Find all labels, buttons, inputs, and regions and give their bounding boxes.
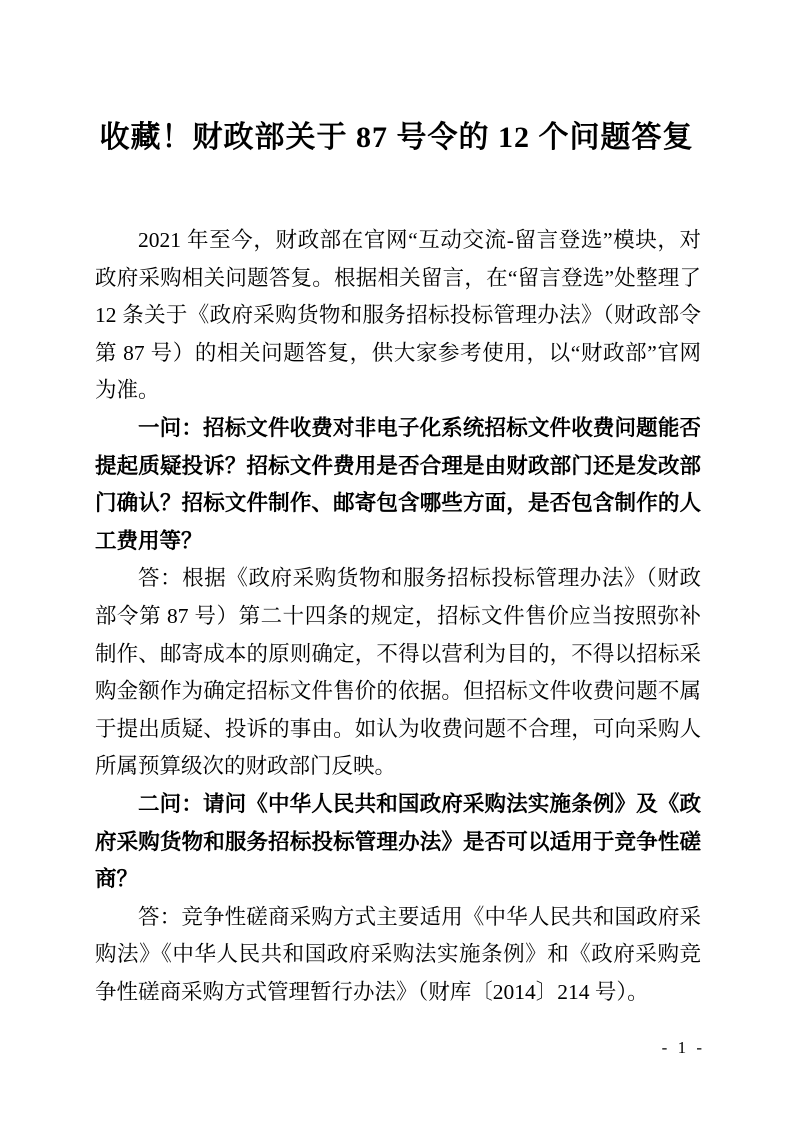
paragraph-intro: 2021 年至今，财政部在官网“互动交流-留言登选”模块，对政府采购相关问题答复。根据相关留言，在“留言登选”处整理了 12 条关于《政府采购货物和服务招标投标管理办法》（财政部令第 87 号）的相关问题答复，供大家参考使用，以“财政部”官网为准。 — [95, 228, 701, 403]
paragraph-question-2: 二问：请问《中华人民共和国政府采购法实施条例》及《政府采购货物和服务招标投标管理办法》是否可以适用于竞争性磋商？ — [95, 791, 701, 892]
paragraph-answer-2: 答：竞争性磋商采购方式主要适用《中华人民共和国政府采购法》《中华人民共和国政府采购法实施条例》和《政府采购竞争性磋商采购方式管理暂行办法》（财库〔2014〕214 号）。 — [95, 904, 701, 1004]
document-title: 收藏！财政部关于 87 号令的 12 个问题答复 — [99, 121, 694, 154]
paragraph-question-1: 一问：招标文件收费对非电子化系统招标文件收费问题能否提起质疑投诉？招标文件费用是否合理是由财政部门还是发改部门确认？招标文件制作、邮寄包含哪些方面，是否包含制作的人工费用等？ — [95, 415, 701, 553]
page-number: - 1 - — [661, 1038, 705, 1057]
document-body — [95, 222, 701, 1011]
paragraph-answer-1: 答：根据《政府采购货物和服务招标投标管理办法》（财政部令第 87 号）第二十四条的规定，招标文件售价应当按照弥补制作、邮寄成本的原则确定，不得以营利为目的，不得以招标采购金额作为确定招标文件售价的依据。但招标文件收费问题不属于提出质疑、投诉的事由。如认为收费问题不合理，可向采购人所属预算级次的财政部门反映。 — [95, 566, 701, 779]
